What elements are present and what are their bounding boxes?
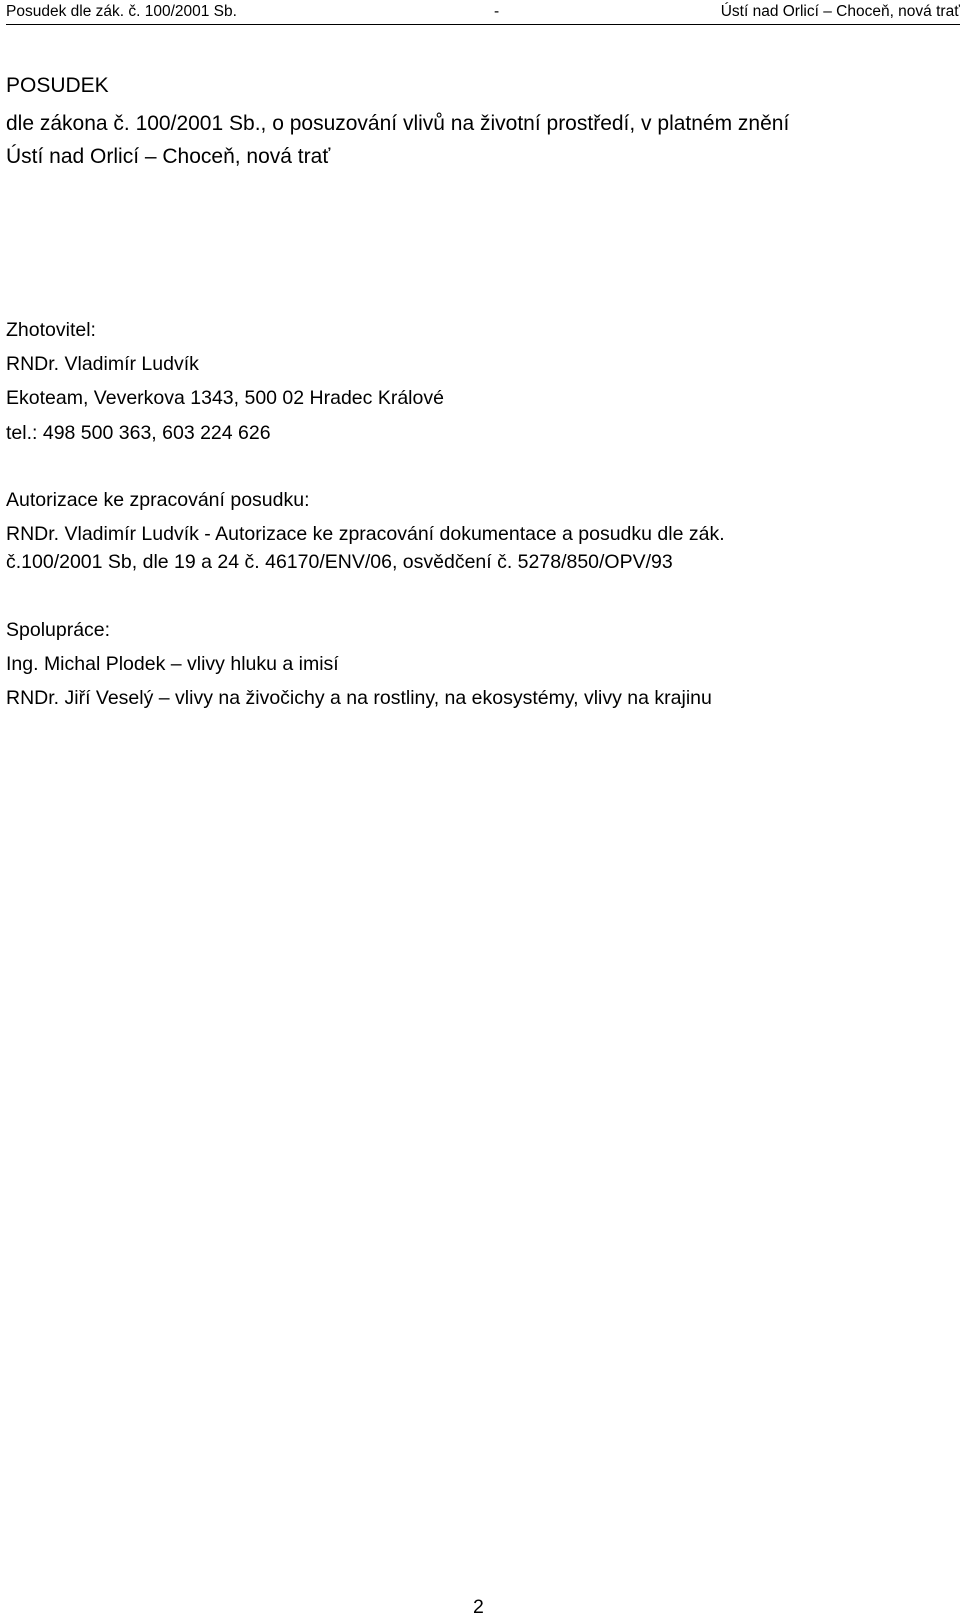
project-name: Ústí nad Orlicí – Choceň, nová trať	[6, 145, 331, 168]
contractor-address: Ekoteam, Veverkova 1343, 500 02 Hradec Králové	[6, 387, 444, 409]
page-number: 2	[473, 1596, 484, 1618]
authorization-line-2: č.100/2001 Sb, dle 19 a 24 č. 46170/ENV/06, osvědčení č. 5278/850/OPV/93	[6, 551, 673, 573]
header-divider	[6, 24, 960, 25]
header-project-title: Ústí nad Orlicí – Choceň, nová trať	[720, 3, 960, 20]
law-reference: dle zákona č. 100/2001 Sb., o posuzování vlivů na životní prostředí, v platném znění	[6, 112, 790, 135]
header-document-title: Posudek dle zák. č. 100/2001 Sb.	[6, 3, 237, 20]
authorization-label: Autorizace ke zpracování posudku:	[6, 489, 310, 511]
contractor-name: RNDr. Vladimír Ludvík	[6, 353, 199, 375]
cooperation-label: Spolupráce:	[6, 619, 111, 641]
contractor-phone: tel.: 498 500 363, 603 224 626	[6, 422, 271, 444]
authorization-line-1: RNDr. Vladimír Ludvík - Autorizace ke zpracování dokumentace a posudku dle zák.	[6, 523, 725, 545]
document-heading: POSUDEK	[6, 74, 109, 97]
cooperation-member: RNDr. Jiří Veselý – vlivy na živočichy a na rostliny, na ekosystémy, vlivy na krajinu	[6, 687, 712, 709]
header-separator: -	[494, 3, 500, 20]
contractor-label: Zhotovitel:	[6, 319, 96, 341]
cooperation-member: Ing. Michal Plodek – vlivy hluku a imisí	[6, 653, 339, 675]
page-header	[6, 2, 960, 26]
